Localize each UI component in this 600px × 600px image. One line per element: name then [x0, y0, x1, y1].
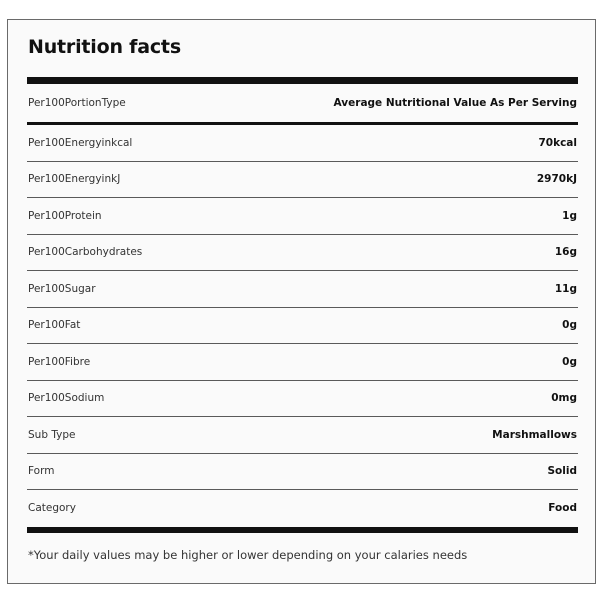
nutrition-row-fibre [27, 344, 578, 381]
bottom-divider [27, 527, 578, 533]
row-label: Per100Energyinkcal [28, 136, 133, 149]
nutrition-row-sodium [27, 381, 578, 418]
row-label: Per100Sugar [28, 282, 96, 295]
row-value: Marshmallows [492, 428, 577, 441]
row-value: 11g [554, 282, 577, 295]
row-value: Average Nutritional Value As Per Serving [333, 97, 577, 109]
nutrition-row-carbohydrates [27, 235, 578, 272]
nutrition-row-sub-type [27, 417, 578, 454]
daily-values-footnote: *Your daily values may be higher or lower depending on your calaries needs [28, 548, 468, 562]
row-label: Form [28, 465, 55, 478]
row-value: 0mg [551, 392, 577, 405]
nutrition-row-energy-kcal [27, 125, 578, 162]
row-value: Food [548, 502, 577, 515]
nutrition-row-energy-kj [27, 162, 578, 199]
nutrition-table [27, 77, 578, 533]
row-label: Per100Fat [28, 319, 81, 332]
nutrition-facts-panel [7, 19, 596, 584]
row-value: Solid [547, 465, 577, 478]
nutrition-row-portion-type [27, 84, 578, 122]
row-label: Per100PortionType [28, 97, 126, 109]
row-label: Per100Fibre [28, 355, 91, 368]
row-value: 0g [562, 319, 577, 332]
row-label: Per100EnergyinkJ [28, 173, 121, 186]
nutrition-row-category [27, 490, 578, 527]
row-label: Per100Sodium [28, 392, 105, 405]
nutrition-row-protein [27, 198, 578, 235]
row-label: Per100Carbohydrates [28, 246, 143, 259]
row-label: Per100Protein [28, 209, 102, 222]
row-value: 70kcal [538, 136, 577, 149]
nutrition-row-sugar [27, 271, 578, 308]
row-value: 1g [562, 209, 577, 222]
nutrition-row-fat [27, 308, 578, 345]
row-value: 2970kJ [536, 173, 577, 186]
row-label: Category [28, 502, 76, 515]
nutrition-facts-title: Nutrition facts [28, 36, 181, 58]
row-label: Sub Type [28, 428, 76, 441]
row-value: 0g [562, 355, 577, 368]
row-value: 16g [554, 246, 577, 259]
top-divider [27, 77, 578, 84]
nutrition-row-form [27, 454, 578, 491]
